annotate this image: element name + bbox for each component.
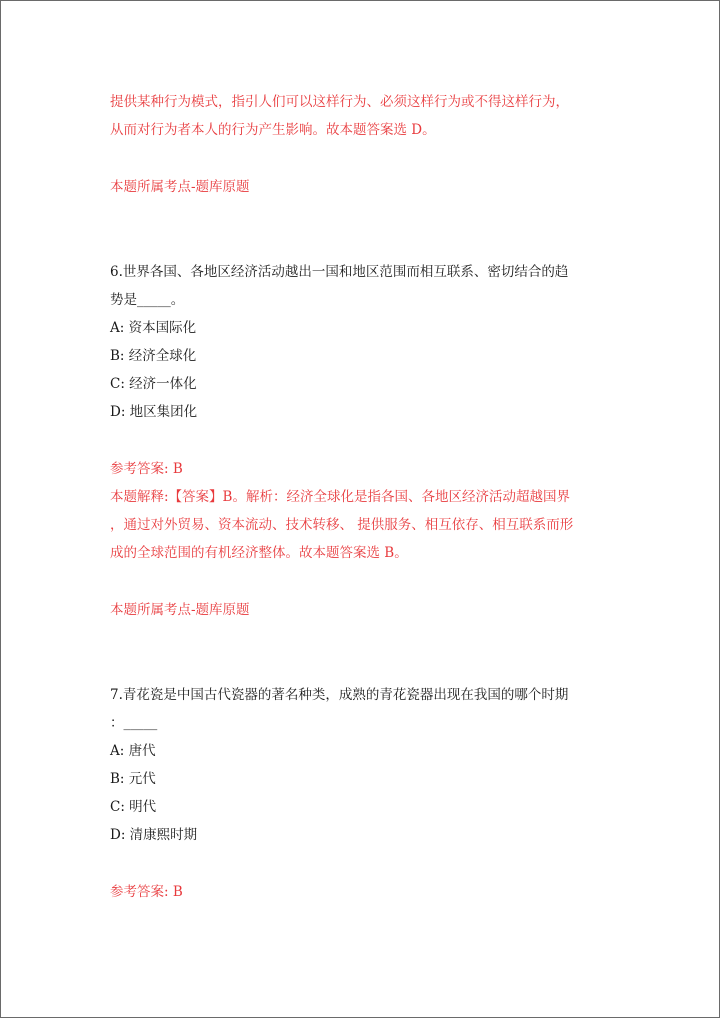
q6-stem-prefix: 势是: [110, 292, 137, 308]
q6-stem-line-2: [110, 291, 184, 309]
q5-explanation-line-2: 从而对行为者本人的行为产生影响。故本题答案选 D。: [110, 122, 436, 138]
q6-stem-line-1: 6.世界各国、各地区经济活动越出一国和地区范围而相互联系、密切结合的趋: [110, 264, 569, 280]
q6-explanation-line-3: 成的全球范围的有机经济整体。故本题答案选 B。: [110, 545, 408, 561]
q7-option-d: D: 清康熙时期: [110, 827, 198, 843]
q6-knowledge-point: 本题所属考点-题库原题: [110, 602, 250, 618]
q5-knowledge-point: 本题所属考点-题库原题: [110, 179, 250, 195]
q7-stem-prefix: ：: [110, 715, 124, 731]
q6-option-b: B: 经济全球化: [110, 348, 197, 364]
q6-option-d: D: 地区集团化: [110, 404, 198, 420]
q6-stem-suffix: 。: [170, 292, 185, 308]
q7-answer: 参考答案: B: [110, 884, 183, 900]
q6-explanation-line-2: ，通过对外贸易、资本流动、技术转移、 提供服务、相互依存、相互联系而形: [110, 517, 574, 533]
q6-answer: 参考答案: B: [110, 461, 183, 477]
q6-answer-blank: _____: [137, 292, 171, 308]
q7-option-b: B: 元代: [110, 771, 156, 787]
q6-option-a: A: 资本国际化: [110, 320, 197, 336]
q7-stem-line-2: [110, 714, 157, 732]
q6-option-c: C: 经济一体化: [110, 376, 197, 392]
q5-explanation-line-1: 提供某种行为模式，指引人们可以这样行为、必须这样行为或不得这样行为，: [110, 94, 569, 110]
q7-option-a: A: 唐代: [110, 743, 156, 759]
q7-option-c: C: 明代: [110, 799, 157, 815]
q7-answer-blank: _____: [123, 715, 158, 731]
q6-explanation-line-1: 本题解释:【答案】B。解析：经济全球化是指各国、各地区经济活动超越国界: [110, 489, 570, 505]
q7-stem-line-1: 7.青花瓷是中国古代瓷器的著名种类，成熟的青花瓷器出现在我国的哪个时期: [110, 687, 569, 703]
